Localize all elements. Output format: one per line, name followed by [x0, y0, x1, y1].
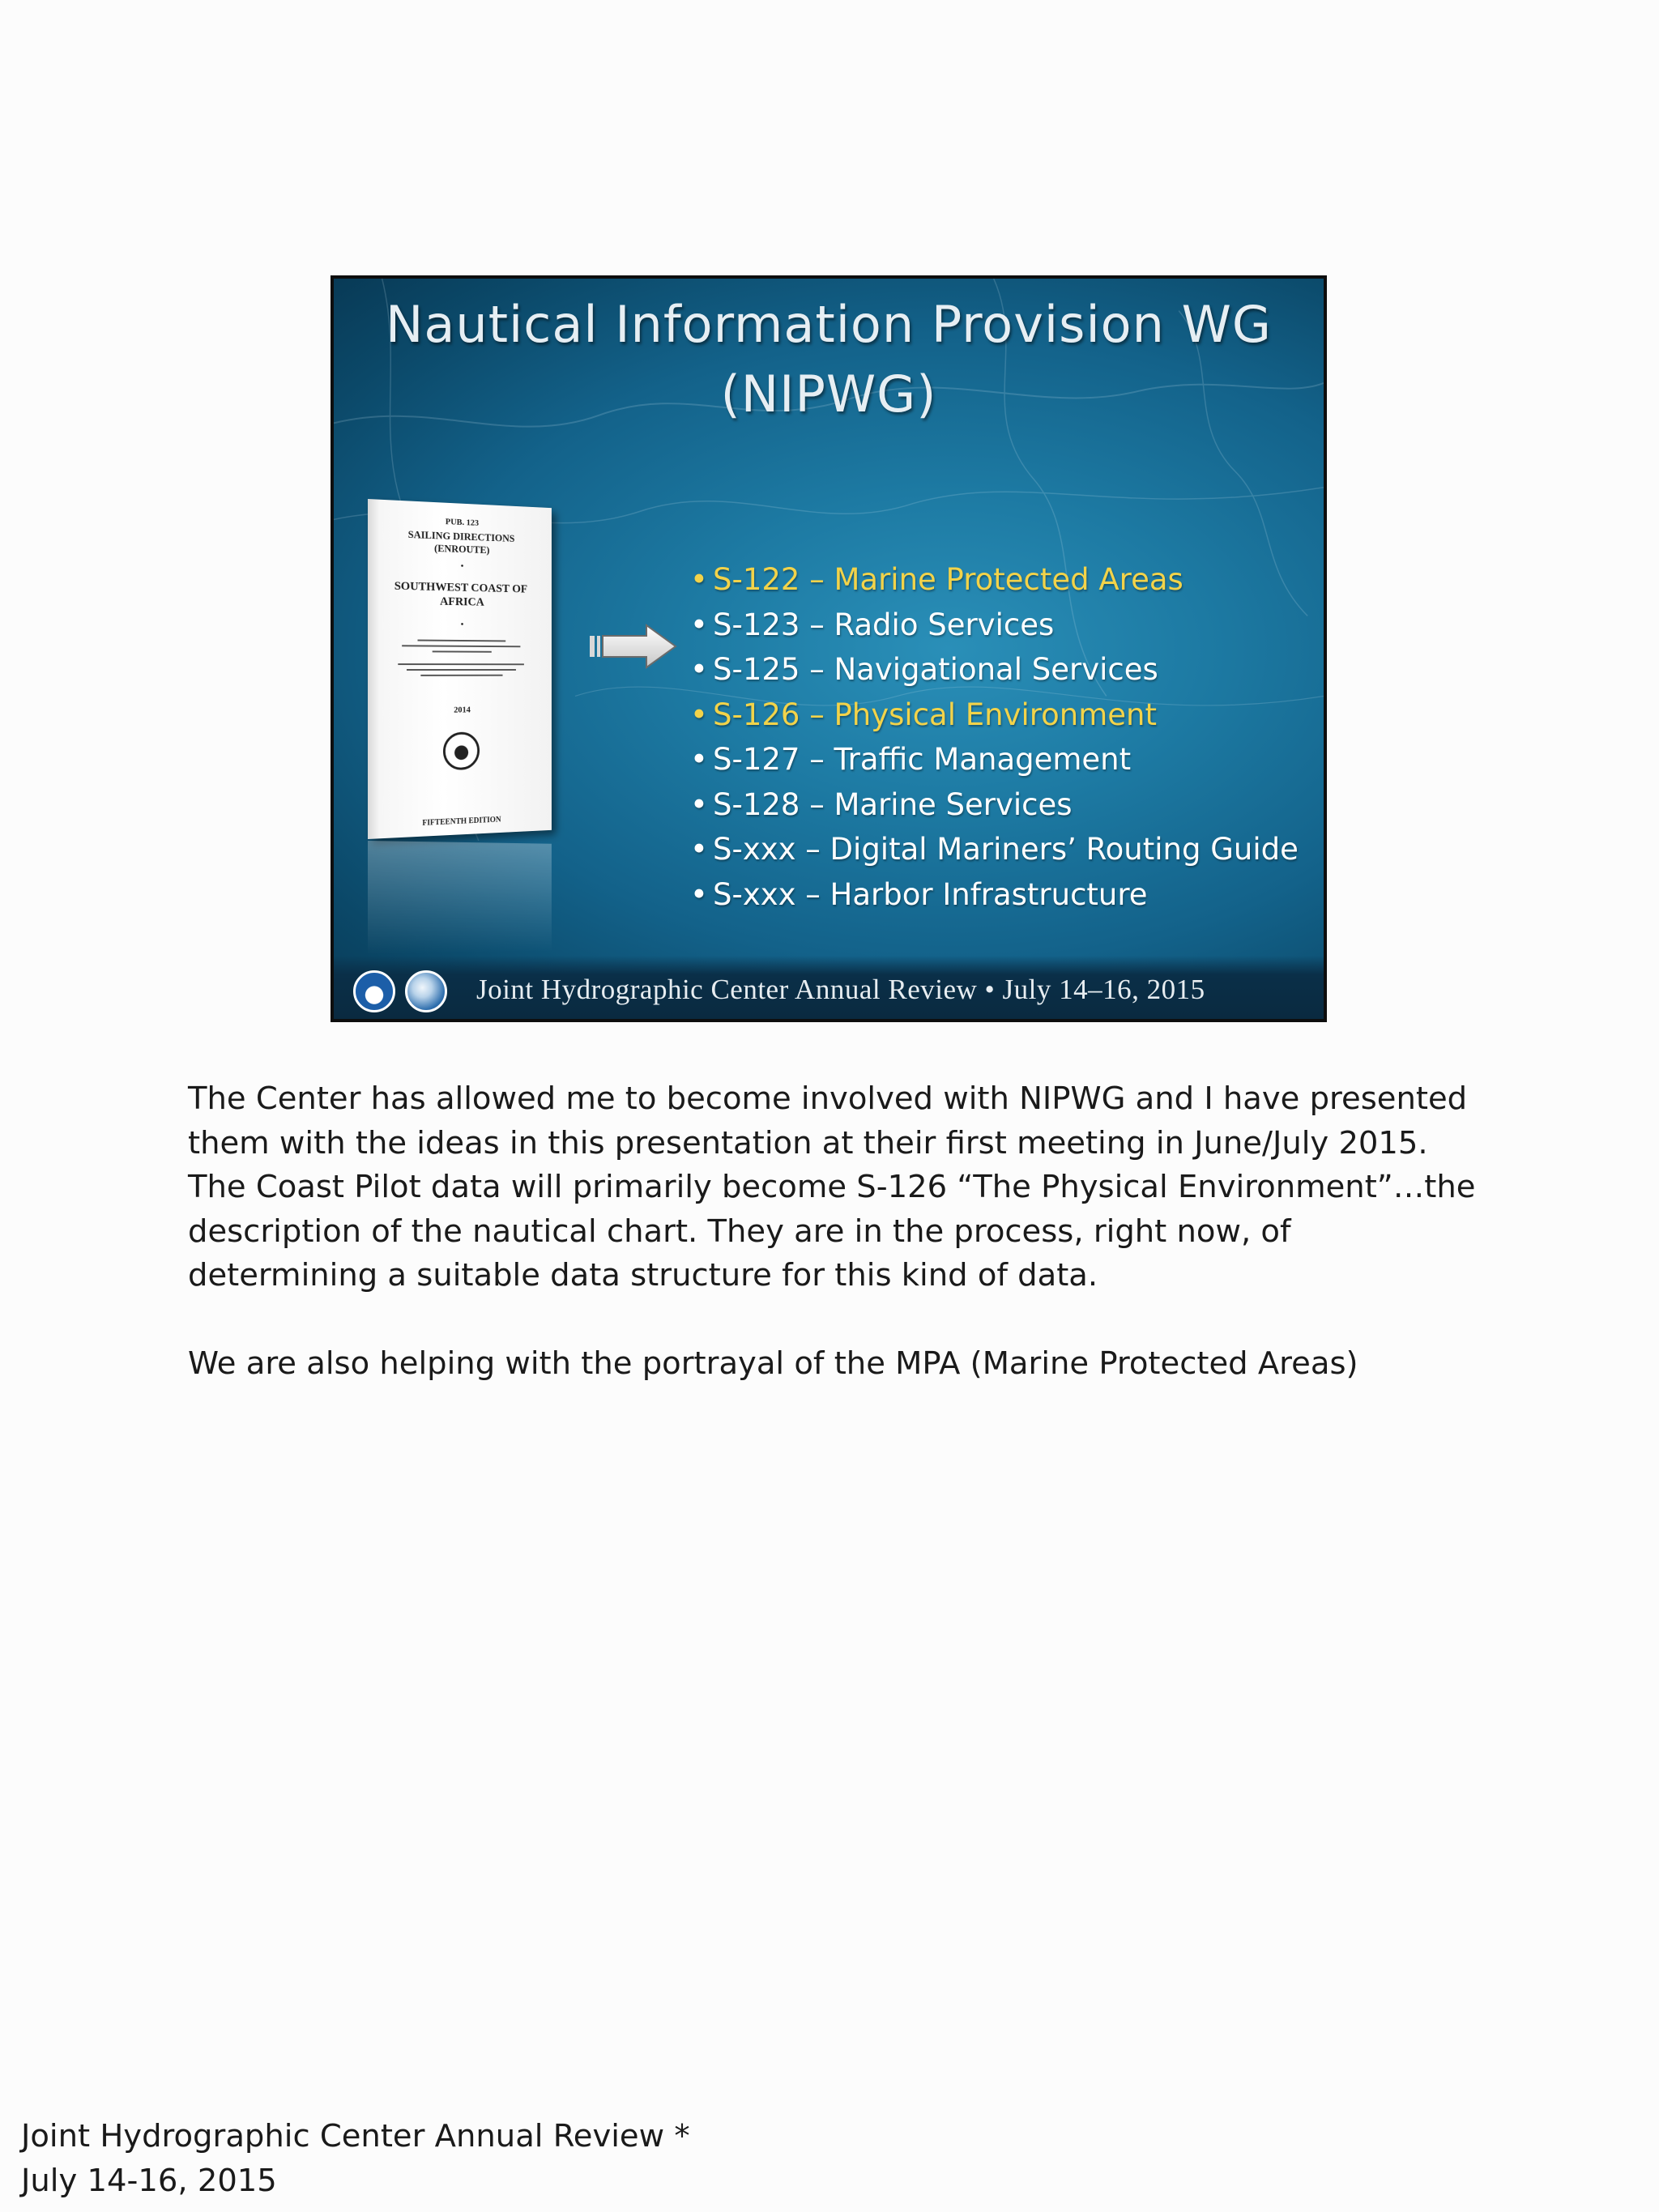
page-footer-line-2: July 14-16, 2015 — [21, 2163, 277, 2199]
book-year: 2014 — [454, 705, 471, 715]
slide-title-line-1: Nautical Information Provision WG — [386, 295, 1272, 354]
list-item: • S-xxx – Digital Mariners’ Routing Guide — [690, 827, 1299, 872]
page-footer-line-1: Joint Hydrographic Center Annual Review * — [21, 2118, 690, 2154]
nos-logo-icon — [405, 970, 447, 1012]
book-region-line-1: SOUTHWEST COAST OF — [394, 579, 528, 596]
list-item: • S-127 – Traffic Management — [690, 737, 1299, 782]
slide-footer-text: Joint Hydrographic Center Annual Review • July 14–16, 2015 — [476, 974, 1205, 1005]
book-region — [368, 578, 552, 611]
book-title-line-1: SAILING DIRECTIONS — [407, 528, 515, 544]
slide-title-line-2: (NIPWG) — [720, 364, 937, 424]
page-footer — [21, 2114, 690, 2203]
book-title — [368, 526, 552, 559]
list-item: • S-125 – Navigational Services — [690, 647, 1299, 693]
list-item: • S-126 – Physical Environment — [690, 693, 1299, 738]
book-edition: FIFTEENTH EDITION — [422, 815, 501, 828]
speaker-notes — [188, 1077, 1484, 1387]
slide-footer — [334, 956, 1324, 1019]
book-reflection — [368, 841, 552, 954]
seal-icon — [443, 731, 480, 770]
work-item-list — [690, 557, 1299, 917]
list-item: • S-xxx – Harbor Infrastructure — [690, 872, 1299, 918]
notes-paragraph-2: We are also helping with the portrayal of the MPA (Marine Protected Areas) — [188, 1345, 1358, 1382]
list-item: • S-128 – Marine Services — [690, 782, 1299, 828]
slide-title — [334, 290, 1324, 429]
list-item: • S-123 – Radio Services — [690, 603, 1299, 648]
list-item: • S-122 – Marine Protected Areas — [690, 557, 1299, 603]
sailing-directions-book-cover — [368, 499, 552, 839]
book-region-line-2: AFRICA — [440, 595, 484, 609]
book-title-line-2: (ENROUTE) — [434, 542, 490, 556]
book-pub-number: PUB. 123 — [445, 517, 480, 528]
noaa-logo-icon — [353, 970, 395, 1012]
book-fine-print — [387, 635, 535, 680]
book-separator-dot: • — [460, 560, 464, 572]
notes-paragraph-1: The Center has allowed me to become involved with NIPWG and I have presented them with the ideas in this presentation at their first meeting in June/July 2015. The Coast Pilot data will primarily become S-126 “The Physical Environment”…the description of the nautical chart. They are in the process, right now, of determining a suitable data structure for this kind of data. — [188, 1080, 1476, 1294]
right-arrow-icon — [590, 622, 679, 671]
book-separator-dot: • — [460, 618, 464, 630]
slide — [331, 275, 1327, 1022]
